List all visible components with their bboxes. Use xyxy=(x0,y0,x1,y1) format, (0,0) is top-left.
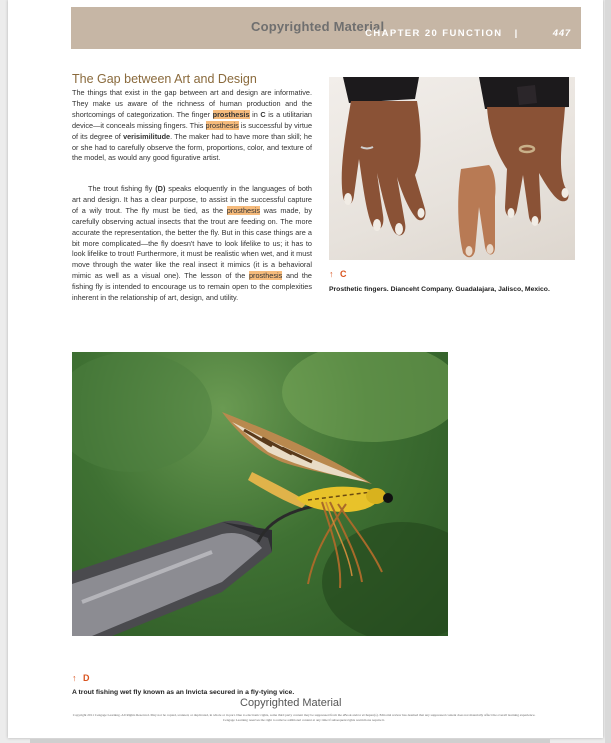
next-page-edge xyxy=(30,739,550,743)
page-number: 447 xyxy=(552,28,571,39)
text-run: in xyxy=(249,109,261,119)
figure-letter: D xyxy=(83,673,92,683)
fishing-fly-illustration xyxy=(72,352,448,636)
section-title: The Gap between Art and Design xyxy=(72,72,257,86)
copyright-notice: Copyright 2011 Cengage Learning. All Rights Reserved. May not be copied, scanned, or duplicated, in whole or in part. Due to electronic rights, some third party content may be suppressed from the eBook and/or eChapter(s). Editorial review has deemed that any suppressed content does not materially affect the overall learning experience. Cengage Learning reserves the right to remove additional content at any time if subsequent rights restrictions require it. xyxy=(72,713,536,722)
figure-ref-d: (D) xyxy=(155,184,166,193)
up-arrow-icon: ↑ xyxy=(329,269,336,279)
prosthetic-fingers-illustration xyxy=(329,77,575,260)
fishing-fly-photo xyxy=(72,352,448,636)
header-watermark: Copyrighted Material xyxy=(251,19,385,34)
highlighted-term[interactable]: prosthesis xyxy=(212,109,250,119)
footer-watermark: Copyrighted Material xyxy=(240,697,342,709)
bold-term: verisimilitude xyxy=(123,131,171,141)
header-separator: | xyxy=(514,28,519,39)
scrollbar[interactable] xyxy=(605,0,611,743)
figure-c-caption: Prosthetic fingers. Dianceht Company. Guadalajara, Jalisco, Mexico. xyxy=(329,286,550,293)
text-run: is successful by virtue of its degree of xyxy=(72,120,313,141)
up-arrow-icon: ↑ xyxy=(72,673,79,683)
prosthetic-fingers-photo xyxy=(329,77,575,260)
highlighted-term[interactable]: prosthesis xyxy=(226,205,260,215)
figure-d-marker xyxy=(72,673,92,683)
text-run: The things that exist in the gap between art and design are informative. They make us aware of the richness of human production and the shortcomings of categorization. The finger xyxy=(72,88,312,119)
figure-d-caption: A trout fishing wet fly known as an Invicta secured in a fly-tying vice. xyxy=(72,689,295,696)
highlighted-term[interactable]: prosthesis xyxy=(205,120,239,130)
text-run: speaks eloquently in the languages of both art and design. It has a clear purpose, to assist in the successful capture of a wily trout. The fly must be tied, as the xyxy=(72,184,312,215)
text-run: is a utilitarian device—it conceals missing fingers. This xyxy=(72,109,312,130)
figure-ref-c: C xyxy=(260,109,266,119)
paragraph-1 xyxy=(72,88,312,164)
figure-c-marker xyxy=(329,269,349,279)
figure-letter: C xyxy=(340,269,349,279)
running-header xyxy=(71,7,581,49)
chapter-text: CHAPTER 20 FUNCTION xyxy=(365,28,503,39)
chapter-label xyxy=(365,28,547,39)
text-run: was made, by carefully observing actual insects that the trout are feeding on. The more accurate the representation, the better the fly. But in this case things are a bit more complicated—the fly doesn't have to look lifelike to us; it has to look lifelike to trout! Furthermore, it must be realistic when wet, and it must move through the water like the real insect it mimics (it is a behavioral mimic as well as a visual one). The lesson of the xyxy=(72,205,313,281)
highlighted-term[interactable]: prosthesis xyxy=(248,271,283,281)
text-run: and the fishing fly is intended to encourage us to remain open to the complexities inherent in the relationship of art, design, and utility. xyxy=(72,271,312,303)
paragraph-2 xyxy=(72,184,312,304)
text-run: . The maker had to have more than skill; he or she had to carefully observe the form, proportions, color, and texture of the model, as would any good figurative artist. xyxy=(72,131,312,163)
text-run: The trout fishing fly xyxy=(88,184,156,193)
book-page xyxy=(8,0,603,738)
